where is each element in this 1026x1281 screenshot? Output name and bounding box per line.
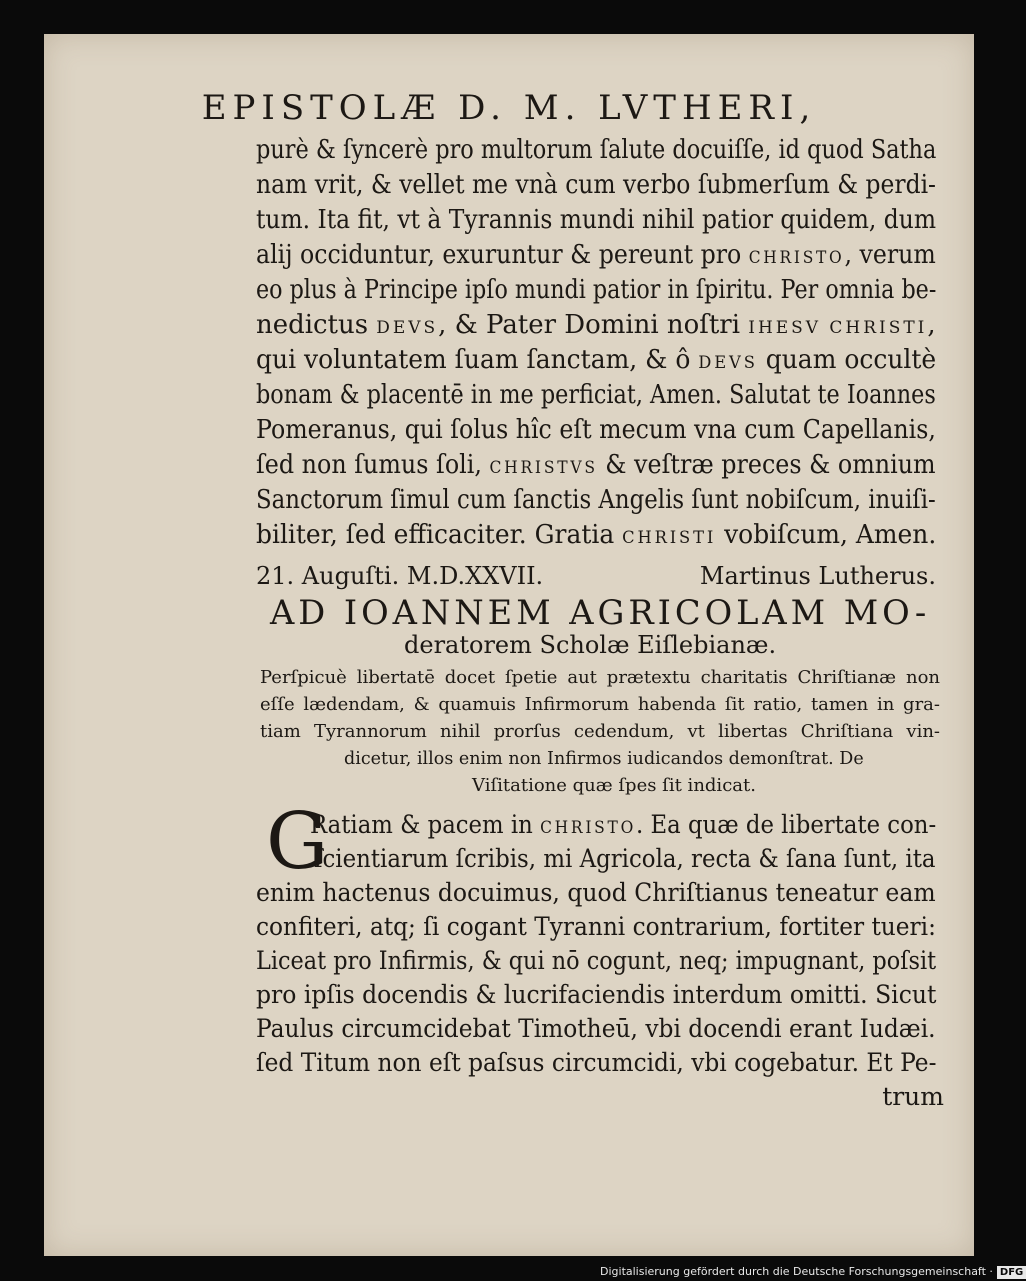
text-line: eo plus à Principe ipſo mundi patior in ſpiritu. Per omnia be- [256,275,937,305]
summary-line: Viſitatione quæ ſpes ſit indicat. [472,775,756,796]
small-caps-name: CHRISTO [748,248,845,268]
small-caps-name: DEVS [698,353,758,373]
credit-text: Digitalisierung gefördert durch die Deutsche Forschungsgemeinschaft · [600,1265,993,1278]
text-line: alij occiduntur, exuruntur & pereunt pro CHRISTO, verum [256,240,936,270]
text-line: Pomeranus, qui ſolus hîc eſt mecum vna cum Capellanis, [256,415,936,445]
summary-line: eſſe lædendam, & quamuis Infirmorum habenda ſit ratio, tamen in gra- [260,694,940,715]
text-line: ſcientiarum ſcribis, mi Agricola, recta & ſana ſunt, ita [314,844,936,873]
small-caps-name: CHRISTO [540,818,637,838]
summary-line: Perſpicuè libertatē docet ſpetie aut prætextu charitatis Chriſtianæ non [260,667,940,688]
text-line: ſed non ſumus ſoli, CHRISTVS & veſtræ preces & omnium [256,450,936,480]
dfg-logo-icon: DFG [997,1266,1026,1279]
digitization-credit [600,1262,1024,1281]
text-line: qui voluntatem ſuam ſanctam, & ô DEVS quam occultè [256,345,937,375]
text-line: pro ipſis docendis & lucrifaciendis interdum omitti. Sicut [256,980,937,1009]
text-line: Sanctorum ſimul cum ſanctis Angelis ſunt nobiſcum, inuiſi- [256,485,936,515]
small-caps-name: DEVS [376,318,439,338]
text-line: nam vrit, & vellet me vnà cum verbo ſubmerſum & perdi- [256,170,936,200]
text-line: purè & ſyncerè pro multorum ſalute docuiſſe, id quod Satha [256,135,937,165]
letter-signature: Martinus Lutherus. [699,562,936,590]
text-line: Paulus circumcidebat Timotheū, vbi docendi erant Iudæi. [256,1014,936,1043]
running-head: EPISTOLÆ D. M. LVTHERI, [201,88,817,128]
text-line: nedictus DEVS, & Pater Domini noſtri IHESV CHRISTI, [256,310,936,340]
text-line: bonam & placentē in me perficiat, Amen. Salutat te Ioannes [256,380,936,410]
letter-heading-continued: deratorem Scholæ Eiſlebianæ. [404,631,777,659]
summary-line: dicetur, illos enim non Infirmos iudicandos demonſtrat. De [344,748,864,769]
small-caps-name: IHESV CHRISTI [748,318,928,338]
book-page [44,34,974,1256]
text-line: confiteri, atq; ſi cogant Tyranni contrarium, fortiter tueri: [256,912,936,941]
page-text [44,34,974,1256]
letter-date: 21. Auguſti. M.D.XXVII. [256,562,544,590]
text-line: ſed Titum non eſt paſsus circumcidi, vbi cogebatur. Et Pe- [256,1048,937,1077]
text-line: biliter, ſed efficaciter. Gratia CHRISTI vobiſcum, Amen. [256,520,937,550]
text-line: enim hactenus docuimus, quod Chriſtianus teneatur eam [256,878,936,907]
catchword: trum [882,1082,944,1111]
text-line: Liceat pro Infirmis, & qui nō cogunt, neq; impugnant, poſsit [256,946,937,975]
drop-cap-initial: G [266,797,329,887]
dateline [256,561,936,591]
summary-line: tiam Tyrannorum nihil prorſus cedendum, vt libertas Chriſtiana vin- [260,721,940,742]
text-line: tum. Ita fit, vt à Tyrannis mundi nihil patior quidem, dum [256,205,937,235]
text-line: Ratiam & pacem in CHRISTO. Ea quæ de libertate con- [310,810,937,839]
small-caps-name: CHRISTVS [489,458,598,478]
small-caps-name: CHRISTI [622,528,717,548]
letter-heading: AD IOANNEM AGRICOLAM MO- [270,593,931,633]
